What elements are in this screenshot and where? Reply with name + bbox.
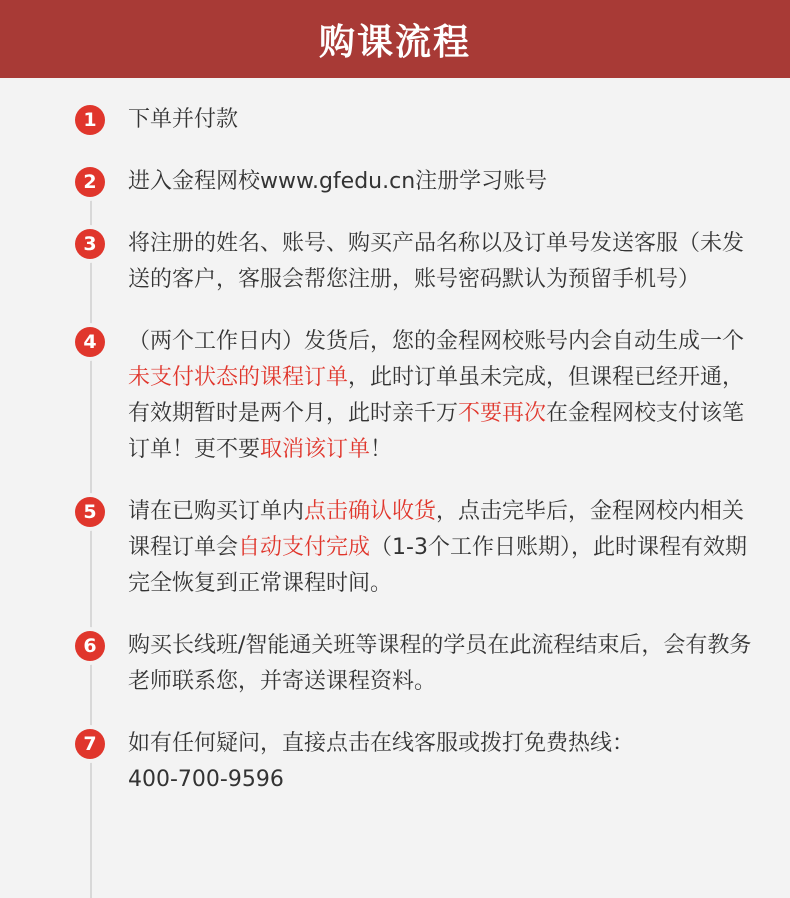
step-6 <box>0 628 790 700</box>
step-7 <box>0 726 790 798</box>
step-number-badge: 5 <box>75 497 105 527</box>
step-4 <box>0 324 790 468</box>
step-text <box>128 726 754 798</box>
step-text <box>128 494 754 602</box>
highlight-cancel-order: 取消该订单 <box>260 437 371 462</box>
step-number-badge: 7 <box>75 729 105 759</box>
step-5 <box>0 494 790 602</box>
step-number-badge: 2 <box>75 167 105 197</box>
step-number-badge: 6 <box>75 631 105 661</box>
text-segment: （两个工作日内）发货后，您的金程网校账号内会自动生成一个 <box>128 329 745 354</box>
text-segment: ，此时订单虽未完成，但课程已经开通，有效期暂时是两个月，此时亲千万 <box>128 365 745 426</box>
step-text: 进入金程网校www.gfedu.cn注册学习账号 <box>128 169 548 194</box>
step-number-badge: 4 <box>75 327 105 357</box>
step-text <box>128 324 754 468</box>
text-segment: ，点击完毕后，金程网校内相关课程订单会 <box>128 499 745 560</box>
steps-list <box>0 78 790 798</box>
text-segment: 在金程网校支付该笔订单！更不要 <box>128 401 745 462</box>
step-text: 将注册的姓名、账号、购买产品名称以及订单号发送客服（未发送的客户，客服会帮您注册，账号密码默认为预留手机号） <box>128 231 745 292</box>
step-2 <box>0 164 790 200</box>
step-text: 购买长线班/智能通关班等课程的学员在此流程结束后，会有教务老师联系您，并寄送课程资料。 <box>128 633 752 694</box>
highlight-confirm-receipt: 点击确认收货 <box>304 499 437 524</box>
text-segment: ！ <box>370 437 393 462</box>
highlight-unpaid-order: 未支付状态的课程订单 <box>128 365 349 390</box>
header-banner <box>0 0 790 78</box>
hotline-number: 400-700-9596 <box>128 767 284 792</box>
step-text: 下单并付款 <box>128 107 239 132</box>
text-segment: 如有任何疑问，直接点击在线客服或拨打免费热线： <box>128 731 635 756</box>
step-3 <box>0 226 790 298</box>
text-segment: （1-3个工作日账期），此时课程有效期完全恢复到正常课程时间。 <box>128 535 747 596</box>
step-number-badge: 3 <box>75 229 105 259</box>
highlight-do-not-repay: 不要再次 <box>458 401 547 426</box>
step-1 <box>0 102 790 138</box>
highlight-auto-payment: 自动支付完成 <box>238 535 371 560</box>
step-number-badge: 1 <box>75 105 105 135</box>
text-segment: 请在已购买订单内 <box>128 499 305 524</box>
page-title: 购课流程 <box>318 21 471 63</box>
